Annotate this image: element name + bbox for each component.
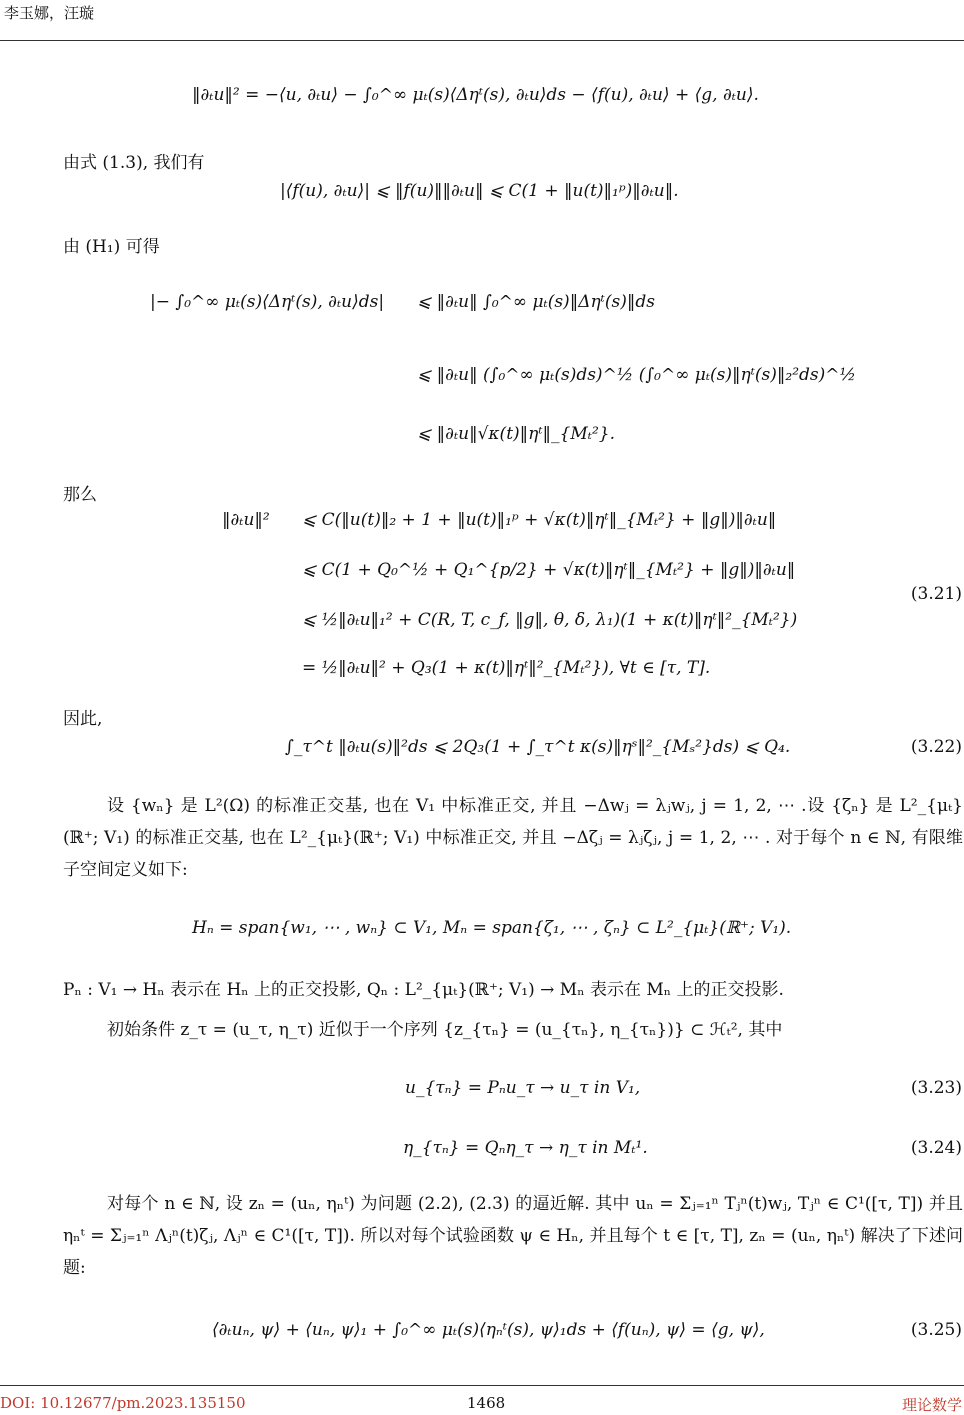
equation-3-21-line-2: ⩽ C(1 + Q₀^½ + Q₁^{p/2} + √κ(t)‖ηᵗ‖_{Mₜ²} + ‖g‖)‖∂ₜu‖ — [302, 560, 796, 580]
equation-3-21-line-3: ⩽ ½‖∂ₜu‖₁² + C(R, T, c_f, ‖g‖, θ, δ, λ₁)(1 + κ(t)‖ηᵗ‖²_{Mₜ²}) — [302, 610, 798, 630]
paragraph-projections: Pₙ : V₁ → Hₙ 表示在 Hₙ 上的正交投影, Qₙ : L²_{μₜ}(ℝ⁺; V₁) → Mₙ 表示在 Mₙ 上的正交投影. — [63, 980, 784, 1000]
equation-h1-lhs: |− ∫₀^∞ μₜ(s)⟨Δηᵗ(s), ∂ₜu⟩ds| — [150, 292, 385, 312]
equation-3-25: ⟨∂ₜuₙ, ψ⟩ + ⟨uₙ, ψ⟩₁ + ∫₀^∞ μₜ(s)⟨ηₙᵗ(s), ψ⟩₁ds + ⟨f(uₙ), ψ⟩ = ⟨g, ψ⟩, — [212, 1320, 765, 1340]
header-divider — [0, 40, 964, 41]
text-then: 那么 — [63, 485, 97, 505]
equation-3-21-line-4: = ½‖∂ₜu‖² + Q₃(1 + κ(t)‖ηᵗ‖²_{Mₜ²}), ∀t ∈ [τ, T]. — [302, 658, 711, 678]
equation-energy-identity: ‖∂ₜu‖² = −⟨u, ∂ₜu⟩ − ∫₀^∞ μₜ(s)⟨Δηᵗ(s), ∂ₜu⟩ds − ⟨f(u), ∂ₜu⟩ + ⟨g, ∂ₜu⟩. — [192, 85, 759, 105]
equation-number-3-21: (3.21) — [910, 584, 962, 604]
equation-h1-line-3: ⩽ ‖∂ₜu‖√κ(t)‖ηᵗ‖_{Mₜ²}. — [417, 424, 615, 444]
equation-h1-line-1: ⩽ ‖∂ₜu‖ ∫₀^∞ μₜ(s)‖Δηᵗ(s)‖ds — [417, 292, 655, 312]
equation-finite-subspaces: Hₙ = span{w₁, ⋯ , wₙ} ⊂ V₁, Mₙ = span{ζ₁, ⋯ , ζₙ} ⊂ L²_{μₜ}(ℝ⁺; V₁). — [192, 918, 792, 938]
equation-h1-line-2: ⩽ ‖∂ₜu‖ (∫₀^∞ μₜ(s)ds)^½ (∫₀^∞ μₜ(s)‖ηᵗ(s)‖₂²ds)^½ — [417, 365, 856, 385]
paragraph-orthonormal-basis: 设 {wₙ} 是 L²(Ω) 的标准正交基, 也在 V₁ 中标准正交, 并且 −Δwⱼ = λⱼwⱼ, j = 1, 2, ⋯ .设 {ζₙ} 是 L²_{μₜ}(ℝ⁺; V₁) 的标准正交基, 也在 L²_{μₜ}(ℝ⁺; V₁) 中标准正交, 并且 −Δζⱼ = λⱼζⱼ, j = 1, 2, ⋯ . 对于每个 n ∈ ℕ, 有限维子空间定义如下: — [63, 796, 963, 880]
footer-doi[interactable]: DOI: 10.12677/pm.2023.135150 — [0, 1394, 246, 1412]
equation-3-23: u_{τₙ} = Pₙu_τ → u_τ in V₁, — [405, 1078, 641, 1098]
equation-number-3-23: (3.23) — [910, 1078, 962, 1098]
equation-number-3-24: (3.24) — [910, 1138, 962, 1158]
equation-3-21-line-1: ⩽ C(‖u(t)‖₂ + 1 + ‖u(t)‖₁ᵖ + √κ(t)‖ηᵗ‖_{Mₜ²} + ‖g‖)‖∂ₜu‖ — [302, 510, 777, 530]
equation-number-3-25: (3.25) — [910, 1320, 962, 1340]
equation-3-24: η_{τₙ} = Qₙη_τ → η_τ in Mₜ¹. — [403, 1138, 648, 1158]
equation-3-22: ∫_τ^t ‖∂ₜu(s)‖²ds ⩽ 2Q₃(1 + ∫_τ^t κ(s)‖ηˢ‖²_{Mₛ²}ds) ⩽ Q₄. — [285, 737, 791, 757]
equation-f-bound: |⟨f(u), ∂ₜu⟩| ⩽ ‖f(u)‖‖∂ₜu‖ ⩽ C(1 + ‖u(t)‖₁ᵖ)‖∂ₜu‖. — [280, 181, 679, 201]
equation-number-3-22: (3.22) — [910, 737, 962, 757]
footer-divider — [0, 1385, 964, 1386]
equation-3-21-lhs: ‖∂ₜu‖² — [222, 510, 270, 530]
running-header-authors: 李玉娜，汪璇 — [4, 4, 95, 22]
text-by-h1: 由 (H₁) 可得 — [63, 237, 160, 257]
footer-page-number: 1468 — [467, 1394, 506, 1412]
text-therefore: 因此, — [63, 709, 103, 729]
footer-journal-name[interactable]: 理论数学 — [901, 1396, 962, 1414]
text-by-eq-1-3: 由式 (1.3), 我们有 — [63, 153, 205, 173]
paragraph-initial-condition: 初始条件 z_τ = (u_τ, η_τ) 近似于一个序列 {z_{τₙ} = (u_{τₙ}, η_{τₙ})} ⊂ ℋₜ², 其中 — [107, 1020, 783, 1040]
paragraph-approximate-solution: 对每个 n ∈ ℕ, 设 zₙ = (uₙ, ηₙᵗ) 为问题 (2.2), (2.3) 的逼近解. 其中 uₙ = Σⱼ₌₁ⁿ Tⱼⁿ(t)wⱼ, Tⱼⁿ ∈ C¹([τ, T]) 并且 ηₙᵗ = Σⱼ₌₁ⁿ Λⱼⁿ(t)ζⱼ, Λⱼⁿ ∈ C¹([τ, T]). 所以对每个试验函数 ψ ∈ Hₙ, 并且每个 t ∈ [τ, T], zₙ = (uₙ, ηₙᵗ) 解决了下述问题: — [63, 1194, 963, 1278]
